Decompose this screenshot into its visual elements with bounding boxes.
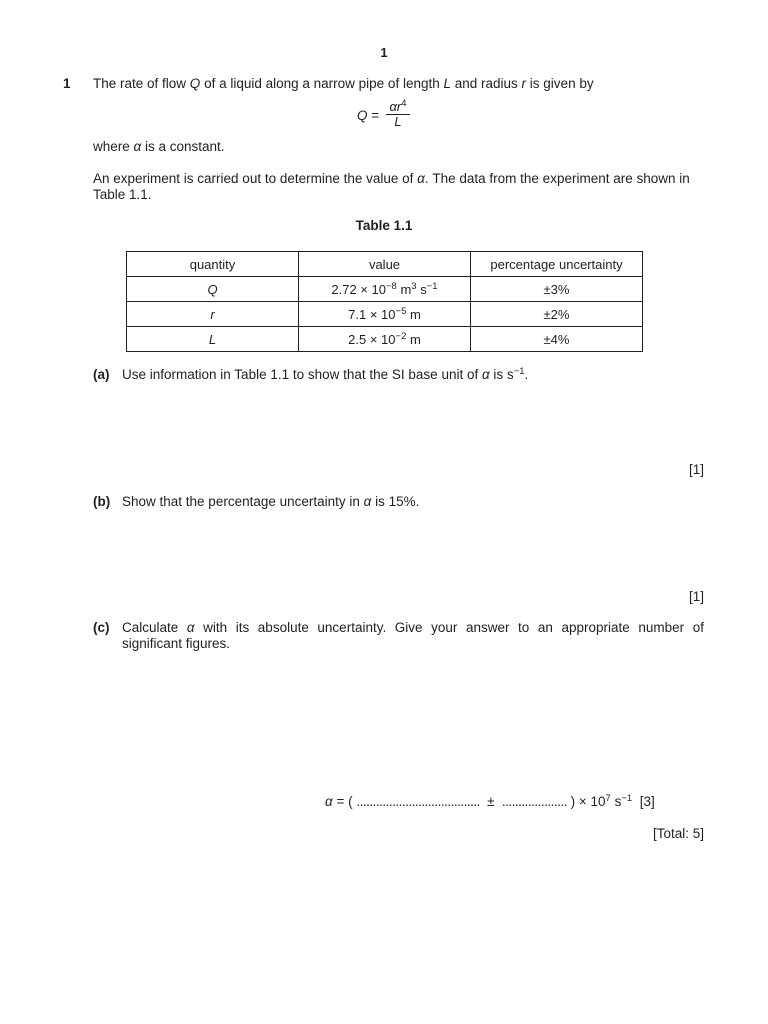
formula-numerator: $\alpha r^4$ (389, 98, 407, 114)
quantity-cell: Q (127, 277, 299, 302)
value-cell: $2.72 \times 10^{-8}$ $m^3$ $s^{-1}$ (299, 277, 471, 302)
table-row (127, 277, 643, 302)
part-b-marks: [1] (688, 589, 704, 604)
quantity-cell: L (127, 327, 299, 352)
data-table (126, 251, 643, 352)
part-a-label: (a) (93, 367, 110, 382)
quantity-cell: r (127, 302, 299, 327)
part-c-text: Calculate α with its absolute uncertainty. Give your answer to an appropriate number of significant figures. (122, 620, 704, 651)
question-number: 1 (63, 76, 71, 91)
part-a-text: Use information in Table 1.1 to show that the SI base unit of α is $s^{-1}$. (122, 366, 529, 382)
answer-value-blank[interactable]: ...................................... (356, 794, 480, 809)
formula-fraction (386, 100, 410, 129)
uncertainty-cell: ±2% (471, 302, 643, 327)
answer-uncertainty-blank[interactable]: .................... (501, 794, 567, 809)
answer-line: α = ( ...................................... ± .................... ) × $10^7$ $s^{-1}$ [3] (325, 793, 655, 809)
part-a-marks: [1] (688, 462, 704, 477)
uncertainty-cell: ±3% (471, 277, 643, 302)
table-title: Table 1.1 (355, 218, 413, 233)
where-text: where α is a constant. (93, 139, 225, 154)
page-number: 1 (380, 45, 388, 60)
formula-denominator: L (394, 114, 402, 129)
uncertainty-cell: ±4% (471, 327, 643, 352)
experiment-text: An experiment is carried out to determine the value of α. The data from the experiment are shown in Table 1.1. (93, 171, 690, 202)
part-b-label: (b) (93, 494, 111, 509)
part-b-text: Show that the percentage uncertainty in α is 15%. (122, 494, 420, 509)
part-c-label: (c) (93, 620, 110, 635)
header-quantity: quantity (127, 252, 299, 277)
header-value: value (299, 252, 471, 277)
table-header-row (127, 252, 643, 277)
total-marks: [Total: 5] (652, 826, 704, 841)
table-row (127, 302, 643, 327)
value-cell: $2.5 \times 10^{-2}$ m (299, 327, 471, 352)
header-uncertainty: percentage uncertainty (471, 252, 643, 277)
table-row (127, 327, 643, 352)
part-c-marks: [3] (639, 794, 655, 809)
value-cell: $7.1 \times 10^{-5}$ m (299, 302, 471, 327)
formula-lhs: Q = (357, 108, 380, 123)
question-intro: The rate of flow Q of a liquid along a narrow pipe of length L and radius r is given by (93, 76, 594, 91)
